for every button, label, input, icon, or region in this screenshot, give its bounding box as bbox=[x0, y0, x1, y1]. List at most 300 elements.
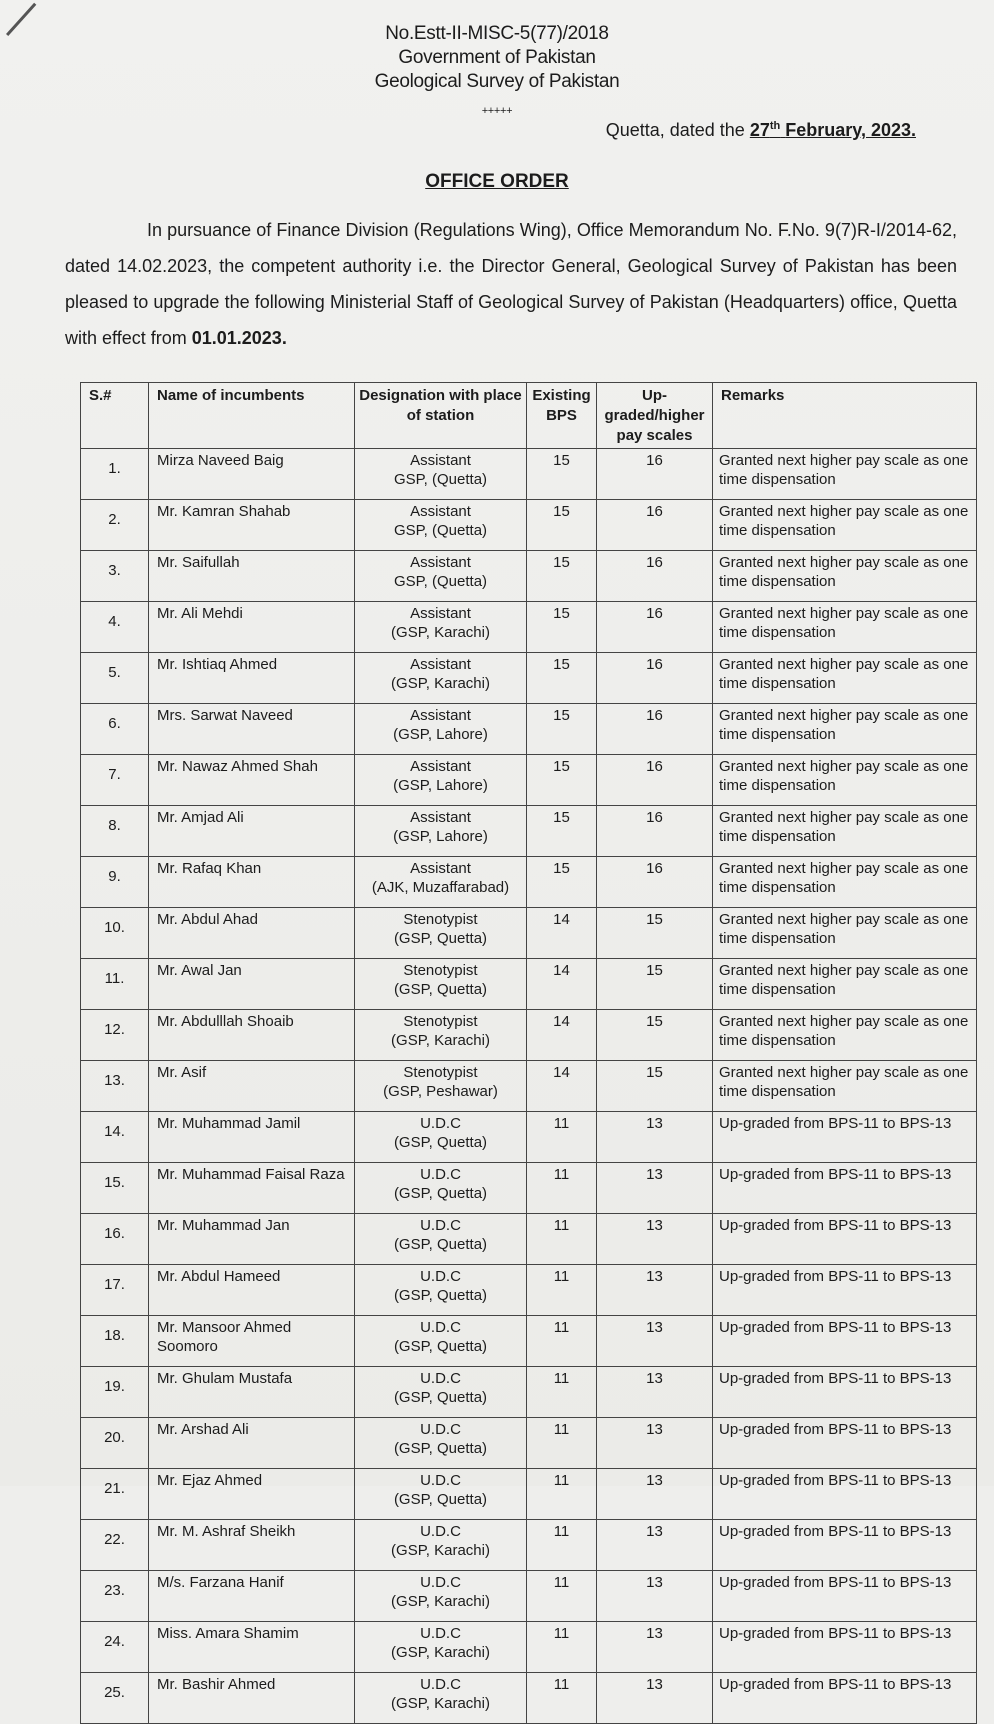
existing-text: 15 bbox=[553, 503, 570, 520]
designation-text: U.D.C bbox=[420, 1370, 461, 1387]
cell-name bbox=[149, 551, 355, 602]
upgraded-text: 13 bbox=[646, 1421, 663, 1438]
cell-existing bbox=[527, 449, 597, 500]
existing-text: 15 bbox=[553, 452, 570, 469]
remarks-text: Up-graded from BPS-11 to BPS-13 bbox=[719, 1574, 952, 1591]
cell-sno bbox=[81, 1163, 149, 1214]
header-name: Name of incumbents bbox=[149, 383, 355, 449]
designation-text: U.D.C bbox=[420, 1166, 461, 1183]
station-text: (GSP, Lahore) bbox=[393, 777, 488, 794]
cell-name bbox=[149, 806, 355, 857]
cell-existing bbox=[527, 806, 597, 857]
cell-designation bbox=[355, 908, 527, 959]
table-row bbox=[81, 1265, 977, 1316]
station-text: (GSP, Karachi) bbox=[391, 1593, 490, 1610]
station-text: (GSP, Karachi) bbox=[391, 1644, 490, 1661]
cell-existing bbox=[527, 1061, 597, 1112]
header-designation: Designation with place of station bbox=[355, 383, 527, 449]
sno-text: 3. bbox=[108, 562, 121, 579]
cell-designation bbox=[355, 1520, 527, 1571]
name-text: Mr. Bashir Ahmed bbox=[157, 1676, 276, 1693]
existing-text: 15 bbox=[553, 605, 570, 622]
table-row bbox=[81, 1316, 977, 1367]
existing-text: 11 bbox=[553, 1625, 570, 1642]
sno-text: 20. bbox=[104, 1429, 125, 1446]
cell-upgraded bbox=[597, 1163, 713, 1214]
cell-sno bbox=[81, 1418, 149, 1469]
upgraded-text: 13 bbox=[646, 1370, 663, 1387]
station-text: GSP, (Quetta) bbox=[393, 522, 488, 539]
cell-sno bbox=[81, 1061, 149, 1112]
remarks-text: Up-graded from BPS-11 to BPS-13 bbox=[719, 1319, 952, 1336]
cell-remarks bbox=[713, 1265, 977, 1316]
existing-text: 14 bbox=[553, 911, 570, 928]
cell-remarks bbox=[713, 1163, 977, 1214]
cell-upgraded bbox=[597, 908, 713, 959]
designation-text: U.D.C bbox=[420, 1217, 461, 1234]
remarks-text: Up-graded from BPS-11 to BPS-13 bbox=[719, 1115, 952, 1132]
name-text: Mr. Muhammad Jamil bbox=[157, 1115, 301, 1132]
name-text: Mr. Ishtiaq Ahmed bbox=[157, 656, 278, 673]
cell-name bbox=[149, 857, 355, 908]
cell-designation bbox=[355, 602, 527, 653]
cell-existing bbox=[527, 551, 597, 602]
designation-text: Assistant bbox=[410, 503, 471, 520]
cell-designation bbox=[355, 857, 527, 908]
table-row bbox=[81, 1673, 977, 1724]
cell-existing bbox=[527, 1010, 597, 1061]
existing-text: 15 bbox=[553, 656, 570, 673]
cell-existing bbox=[527, 1214, 597, 1265]
upgraded-text: 13 bbox=[646, 1625, 663, 1642]
cell-upgraded bbox=[597, 755, 713, 806]
table-row bbox=[81, 602, 977, 653]
designation-text: Stenotypist bbox=[403, 911, 478, 928]
cell-remarks bbox=[713, 653, 977, 704]
cell-name bbox=[149, 1673, 355, 1724]
cell-name bbox=[149, 1010, 355, 1061]
table-row bbox=[81, 1112, 977, 1163]
sno-text: 7. bbox=[108, 766, 121, 783]
station-text: (GSP, Quetta) bbox=[393, 1236, 488, 1253]
existing-text: 14 bbox=[553, 1013, 570, 1030]
station-text: (GSP, Quetta) bbox=[393, 1389, 488, 1406]
cell-sno bbox=[81, 806, 149, 857]
name-text: Mr. Ejaz Ahmed bbox=[157, 1472, 263, 1489]
cell-name bbox=[149, 653, 355, 704]
cell-name bbox=[149, 1571, 355, 1622]
table-row bbox=[81, 806, 977, 857]
cell-remarks bbox=[713, 908, 977, 959]
upgraded-text: 15 bbox=[646, 1064, 663, 1081]
station-text: (GSP, Karachi) bbox=[391, 675, 490, 692]
cell-sno bbox=[81, 449, 149, 500]
cell-existing bbox=[527, 1469, 597, 1520]
sno-text: 9. bbox=[108, 868, 121, 885]
existing-text: 11 bbox=[553, 1217, 570, 1234]
cell-sno bbox=[81, 1622, 149, 1673]
sno-text: 23. bbox=[104, 1582, 125, 1599]
designation-text: Assistant bbox=[410, 554, 471, 571]
cell-existing bbox=[527, 653, 597, 704]
dateline-date bbox=[750, 120, 916, 140]
name-text: Miss. Amara Shamim bbox=[157, 1625, 299, 1642]
cell-sno bbox=[81, 1010, 149, 1061]
designation-text: Assistant bbox=[410, 707, 471, 724]
body-paragraph bbox=[65, 212, 957, 356]
designation-text: Assistant bbox=[410, 860, 471, 877]
cell-name bbox=[149, 1112, 355, 1163]
designation-text: U.D.C bbox=[420, 1268, 461, 1285]
remarks-text: Up-graded from BPS-11 to BPS-13 bbox=[719, 1676, 952, 1693]
cell-name bbox=[149, 959, 355, 1010]
cell-designation bbox=[355, 1265, 527, 1316]
existing-text: 11 bbox=[553, 1166, 570, 1183]
sno-text: 18. bbox=[104, 1327, 125, 1344]
existing-text: 11 bbox=[553, 1472, 570, 1489]
cell-upgraded bbox=[597, 1265, 713, 1316]
existing-text: 14 bbox=[553, 1064, 570, 1081]
existing-text: 11 bbox=[553, 1421, 570, 1438]
cell-upgraded bbox=[597, 1367, 713, 1418]
existing-text: 15 bbox=[553, 809, 570, 826]
name-text: Mirza Naveed Baig bbox=[157, 452, 284, 469]
cell-existing bbox=[527, 500, 597, 551]
cell-remarks bbox=[713, 551, 977, 602]
remarks-text: Granted next higher pay scale as one time dispensation bbox=[719, 962, 969, 998]
designation-text: U.D.C bbox=[420, 1574, 461, 1591]
existing-text: 15 bbox=[553, 707, 570, 724]
upgraded-text: 16 bbox=[646, 605, 663, 622]
cell-designation bbox=[355, 704, 527, 755]
table-row bbox=[81, 959, 977, 1010]
name-text: Mr. Arshad Ali bbox=[157, 1421, 249, 1438]
cell-designation bbox=[355, 959, 527, 1010]
cell-remarks bbox=[713, 1469, 977, 1520]
cell-existing bbox=[527, 1112, 597, 1163]
designation-text: U.D.C bbox=[420, 1115, 461, 1132]
upgraded-text: 13 bbox=[646, 1523, 663, 1540]
cell-name bbox=[149, 1418, 355, 1469]
remarks-text: Granted next higher pay scale as one time dispensation bbox=[719, 1064, 969, 1100]
upgraded-text: 16 bbox=[646, 707, 663, 724]
upgraded-text: 13 bbox=[646, 1676, 663, 1693]
sno-text: 22. bbox=[104, 1531, 125, 1548]
cell-upgraded bbox=[597, 500, 713, 551]
table-row bbox=[81, 1367, 977, 1418]
cell-remarks bbox=[713, 1418, 977, 1469]
existing-text: 15 bbox=[553, 860, 570, 877]
cell-designation bbox=[355, 806, 527, 857]
station-text: GSP, (Quetta) bbox=[393, 471, 488, 488]
station-text: (AJK, Muzaffarabad) bbox=[371, 879, 510, 896]
cell-sno bbox=[81, 959, 149, 1010]
station-text: GSP, (Quetta) bbox=[393, 573, 488, 590]
effective-date: 01.01.2023. bbox=[191, 328, 287, 348]
government-line: Government of Pakistan bbox=[398, 47, 596, 68]
cell-name bbox=[149, 1163, 355, 1214]
department-line: Geological Survey of Pakistan bbox=[374, 71, 620, 92]
table-row bbox=[81, 755, 977, 806]
cell-sno bbox=[81, 704, 149, 755]
cell-sno bbox=[81, 1469, 149, 1520]
cell-upgraded bbox=[597, 704, 713, 755]
cell-sno bbox=[81, 653, 149, 704]
name-text: Mr. Mansoor Ahmed Soomoro bbox=[157, 1319, 292, 1355]
cell-name bbox=[149, 1214, 355, 1265]
designation-text: Stenotypist bbox=[403, 1013, 478, 1030]
cell-sno bbox=[81, 602, 149, 653]
existing-text: 15 bbox=[553, 554, 570, 571]
cell-sno bbox=[81, 1265, 149, 1316]
cell-upgraded bbox=[597, 1112, 713, 1163]
cell-designation bbox=[355, 449, 527, 500]
cell-upgraded bbox=[597, 857, 713, 908]
upgraded-text: 16 bbox=[646, 860, 663, 877]
cell-remarks bbox=[713, 1214, 977, 1265]
cell-name bbox=[149, 704, 355, 755]
table-row bbox=[81, 704, 977, 755]
name-text: Mr. Muhammad Faisal Raza bbox=[157, 1166, 345, 1183]
table-row bbox=[81, 1061, 977, 1112]
cell-name bbox=[149, 908, 355, 959]
sno-text: 12. bbox=[104, 1021, 125, 1038]
upgraded-text: 13 bbox=[646, 1319, 663, 1336]
cell-remarks bbox=[713, 1061, 977, 1112]
remarks-text: Up-graded from BPS-11 to BPS-13 bbox=[719, 1421, 952, 1438]
cell-remarks bbox=[713, 1367, 977, 1418]
remarks-text: Granted next higher pay scale as one time dispensation bbox=[719, 758, 969, 794]
name-text: Mr. Abdulllah Shoaib bbox=[157, 1013, 294, 1030]
table-row bbox=[81, 1418, 977, 1469]
cell-name bbox=[149, 755, 355, 806]
sno-text: 25. bbox=[104, 1684, 125, 1701]
cell-designation bbox=[355, 1163, 527, 1214]
name-text: Mr. Saifullah bbox=[157, 554, 240, 571]
dateline-prefix: Quetta, dated the bbox=[605, 120, 745, 140]
station-text: (GSP, Quetta) bbox=[393, 1338, 488, 1355]
cell-designation bbox=[355, 551, 527, 602]
cell-upgraded bbox=[597, 1061, 713, 1112]
station-text: (GSP, Peshawar) bbox=[383, 1083, 498, 1100]
sno-text: 8. bbox=[108, 817, 121, 834]
cell-name bbox=[149, 1520, 355, 1571]
remarks-text: Up-graded from BPS-11 to BPS-13 bbox=[719, 1268, 952, 1285]
separator-stars: +++++ bbox=[481, 105, 513, 117]
cell-name bbox=[149, 1061, 355, 1112]
designation-text: Assistant bbox=[410, 605, 471, 622]
cell-upgraded bbox=[597, 1622, 713, 1673]
table-row bbox=[81, 500, 977, 551]
cell-name bbox=[149, 1469, 355, 1520]
cell-name bbox=[149, 602, 355, 653]
station-text: (GSP, Lahore) bbox=[393, 828, 488, 845]
cell-sno bbox=[81, 857, 149, 908]
cell-remarks bbox=[713, 959, 977, 1010]
cell-designation bbox=[355, 1418, 527, 1469]
cell-sno bbox=[81, 1112, 149, 1163]
cell-remarks bbox=[713, 1571, 977, 1622]
cell-name bbox=[149, 500, 355, 551]
sno-text: 2. bbox=[108, 511, 121, 528]
cell-upgraded bbox=[597, 959, 713, 1010]
remarks-text: Granted next higher pay scale as one time dispensation bbox=[719, 860, 969, 896]
cell-designation bbox=[355, 1469, 527, 1520]
cell-designation bbox=[355, 1316, 527, 1367]
designation-text: Stenotypist bbox=[403, 1064, 478, 1081]
upgraded-text: 16 bbox=[646, 452, 663, 469]
staff-table bbox=[80, 382, 977, 1724]
cell-sno bbox=[81, 755, 149, 806]
sno-text: 6. bbox=[108, 715, 121, 732]
station-text: (GSP, Quetta) bbox=[393, 1440, 488, 1457]
remarks-text: Granted next higher pay scale as one time dispensation bbox=[719, 656, 969, 692]
cell-sno bbox=[81, 908, 149, 959]
name-text: Mr. Asif bbox=[157, 1064, 207, 1081]
cell-upgraded bbox=[597, 1469, 713, 1520]
name-text: Mr. Amjad Ali bbox=[157, 809, 244, 826]
table-row bbox=[81, 1469, 977, 1520]
cell-remarks bbox=[713, 449, 977, 500]
cell-sno bbox=[81, 1673, 149, 1724]
station-text: (GSP, Quetta) bbox=[393, 981, 488, 998]
upgraded-text: 13 bbox=[646, 1217, 663, 1234]
existing-text: 11 bbox=[553, 1574, 570, 1591]
sno-text: 15. bbox=[104, 1174, 125, 1191]
remarks-text: Granted next higher pay scale as one time dispensation bbox=[719, 503, 969, 539]
table-row bbox=[81, 1214, 977, 1265]
designation-text: Assistant bbox=[410, 809, 471, 826]
cell-upgraded bbox=[597, 1520, 713, 1571]
cell-upgraded bbox=[597, 1316, 713, 1367]
table-row bbox=[81, 551, 977, 602]
remarks-text: Up-graded from BPS-11 to BPS-13 bbox=[719, 1166, 952, 1183]
cell-name bbox=[149, 1316, 355, 1367]
remarks-text: Up-graded from BPS-11 to BPS-13 bbox=[719, 1370, 952, 1387]
existing-text: 11 bbox=[553, 1268, 570, 1285]
date-month-year: February, 2023. bbox=[785, 120, 916, 140]
cell-existing bbox=[527, 704, 597, 755]
remarks-text: Up-graded from BPS-11 to BPS-13 bbox=[719, 1625, 952, 1642]
cell-existing bbox=[527, 1673, 597, 1724]
station-text: (GSP, Karachi) bbox=[391, 1032, 490, 1049]
designation-text: Assistant bbox=[410, 758, 471, 775]
upgraded-text: 13 bbox=[646, 1166, 663, 1183]
cell-name bbox=[149, 449, 355, 500]
cell-upgraded bbox=[597, 449, 713, 500]
cell-name bbox=[149, 1265, 355, 1316]
name-text: Mr. M. Ashraf Sheikh bbox=[157, 1523, 296, 1540]
cell-existing bbox=[527, 1316, 597, 1367]
table-row bbox=[81, 1163, 977, 1214]
remarks-text: Up-graded from BPS-11 to BPS-13 bbox=[719, 1523, 952, 1540]
sno-text: 10. bbox=[104, 919, 125, 936]
upgraded-text: 16 bbox=[646, 554, 663, 571]
station-text: (GSP, Karachi) bbox=[391, 1542, 490, 1559]
cell-sno bbox=[81, 1367, 149, 1418]
cell-name bbox=[149, 1622, 355, 1673]
header-sno: S.# bbox=[81, 383, 149, 449]
name-text: Mr. Ali Mehdi bbox=[157, 605, 243, 622]
cell-sno bbox=[81, 1520, 149, 1571]
cell-remarks bbox=[713, 704, 977, 755]
cell-designation bbox=[355, 1112, 527, 1163]
name-text: Mr. Nawaz Ahmed Shah bbox=[157, 758, 318, 775]
cell-remarks bbox=[713, 755, 977, 806]
cell-existing bbox=[527, 1418, 597, 1469]
cell-designation bbox=[355, 1010, 527, 1061]
cell-upgraded bbox=[597, 806, 713, 857]
designation-text: U.D.C bbox=[420, 1625, 461, 1642]
designation-text: Stenotypist bbox=[403, 962, 478, 979]
cell-remarks bbox=[713, 1673, 977, 1724]
designation-text: U.D.C bbox=[420, 1421, 461, 1438]
sno-text: 1. bbox=[108, 460, 121, 477]
upgraded-text: 13 bbox=[646, 1472, 663, 1489]
cell-existing bbox=[527, 908, 597, 959]
name-text: Mr. Kamran Shahab bbox=[157, 503, 291, 520]
station-text: (GSP, Karachi) bbox=[391, 624, 490, 641]
cell-remarks bbox=[713, 1622, 977, 1673]
sno-text: 19. bbox=[104, 1378, 125, 1395]
cell-existing bbox=[527, 1571, 597, 1622]
table-body bbox=[81, 449, 977, 1724]
cell-remarks bbox=[713, 1316, 977, 1367]
station-text: (GSP, Quetta) bbox=[393, 930, 488, 947]
dateline bbox=[606, 120, 916, 141]
name-text: Mr. Abdul Hameed bbox=[157, 1268, 281, 1285]
sno-text: 13. bbox=[104, 1072, 125, 1089]
name-text: Mr. Ghulam Mustafa bbox=[157, 1370, 293, 1387]
table-row bbox=[81, 857, 977, 908]
sno-text: 16. bbox=[104, 1225, 125, 1242]
cell-designation bbox=[355, 1673, 527, 1724]
remarks-text: Up-graded from BPS-11 to BPS-13 bbox=[719, 1217, 952, 1234]
table-row bbox=[81, 1010, 977, 1061]
cell-name bbox=[149, 1367, 355, 1418]
existing-text: 11 bbox=[553, 1319, 570, 1336]
cell-designation bbox=[355, 1214, 527, 1265]
date-day-suffix: th bbox=[769, 120, 781, 132]
cell-designation bbox=[355, 1622, 527, 1673]
upgraded-text: 13 bbox=[646, 1268, 663, 1285]
upgraded-text: 15 bbox=[646, 1013, 663, 1030]
body-text: In pursuance of Finance Division (Regulations Wing), Office Memorandum No. F.No. 9(7)R-I/2014-62, dated 14.02.2023, the competent authority i.e. the Director General, Geological Survey of Pakistan has been pleased to upgrade the following Ministerial Staff of Geological Survey of Pakistan (Headquarters) office, Quetta with effect from bbox=[65, 220, 957, 348]
cell-existing bbox=[527, 602, 597, 653]
remarks-text: Up-graded from BPS-11 to BPS-13 bbox=[719, 1472, 952, 1489]
remarks-text: Granted next higher pay scale as one time dispensation bbox=[719, 911, 969, 947]
cell-designation bbox=[355, 755, 527, 806]
cell-existing bbox=[527, 1520, 597, 1571]
sno-text: 11. bbox=[104, 970, 125, 987]
cell-sno bbox=[81, 500, 149, 551]
existing-text: 14 bbox=[553, 962, 570, 979]
cell-existing bbox=[527, 1367, 597, 1418]
name-text: Mr. Muhammad Jan bbox=[157, 1217, 290, 1234]
reference-number: No.Estt-II-MISC-5(77)/2018 bbox=[385, 23, 609, 44]
upgraded-text: 13 bbox=[646, 1115, 663, 1132]
existing-text: 11 bbox=[553, 1523, 570, 1540]
cell-sno bbox=[81, 1214, 149, 1265]
name-text: M/s. Farzana Hanif bbox=[157, 1574, 284, 1591]
header-existing: Existing BPS bbox=[527, 383, 597, 449]
cell-sno bbox=[81, 551, 149, 602]
cell-remarks bbox=[713, 806, 977, 857]
station-text: (GSP, Quetta) bbox=[393, 1185, 488, 1202]
upgraded-text: 15 bbox=[646, 962, 663, 979]
sno-text: 21. bbox=[104, 1480, 125, 1497]
remarks-text: Granted next higher pay scale as one time dispensation bbox=[719, 707, 969, 743]
